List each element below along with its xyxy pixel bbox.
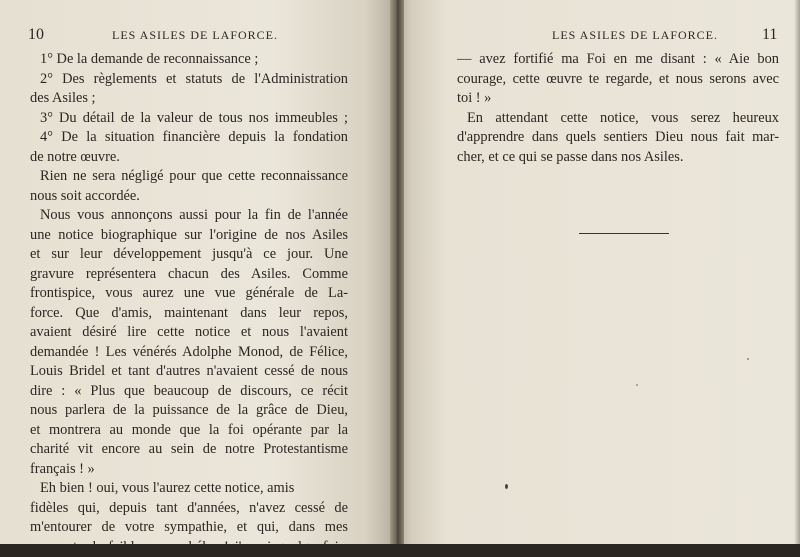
running-head: LES ASILES DE LAFORCE. [552, 28, 718, 44]
text-line: En attendant cette notice, vous serez heureux [457, 109, 779, 129]
text-line: avaient désiré lire cette notice et nous l'avaient [30, 323, 348, 343]
text-line: 4° De la situation financière depuis la fondation [30, 128, 348, 148]
page-body [457, 50, 779, 167]
text-line: Eh bien ! oui, vous l'aurez cette notice, amis [30, 479, 348, 499]
text-line: 2° Des règlements et statuts de l'Administration [30, 70, 348, 90]
left-page [0, 0, 393, 544]
text-line: cher, et ce qui se passe dans nos Asiles. [457, 148, 779, 168]
section-divider [579, 233, 669, 234]
text-line: et montrera au monde que la foi opérante par la [30, 421, 348, 441]
paper-speck [636, 384, 638, 386]
text-line: nous soit accordée. [30, 187, 348, 207]
text-line: nous parlera de la puissance de la grâce de Dieu, [30, 401, 348, 421]
text-line: frontispice, vous aurez une vue générale de La- [30, 284, 348, 304]
text-line: d'apprendre dans quels sentiers Dieu nous fait mar- [457, 128, 779, 148]
text-line: 1° De la demande de reconnaissance ; [30, 50, 348, 70]
text-line: 3° Du détail de la valeur de tous nos immeubles ; [30, 109, 348, 129]
text-line: toi ! » [457, 89, 779, 109]
text-line: Rien ne sera négligé pour que cette reconnaissance [30, 167, 348, 187]
text-line: demandée ! Les vénérés Adolphe Monod, de Félice, [30, 343, 348, 363]
page-body [30, 50, 348, 557]
text-line: — avez fortifié ma Foi en me disant : « Aie bon [457, 50, 779, 70]
text-line: une notice biographique sur l'origine de nos Asiles [30, 226, 348, 246]
right-page [400, 0, 800, 544]
text-line: français ! » [30, 460, 348, 480]
text-line: fidèles qui, depuis tant d'années, n'avez cessé de [30, 499, 348, 519]
text-line: Louis Bridel et tant d'autres n'avaient cessé de nous [30, 362, 348, 382]
text-line: et sur leur développement jusqu'à ce jour. Une [30, 245, 348, 265]
page-edge-shadow [794, 0, 800, 544]
paper-speck [505, 484, 508, 489]
text-line: gravure représentera chacun des Asiles. Comme [30, 265, 348, 285]
text-line: des Asiles ; [30, 89, 348, 109]
text-line: courage, cette œuvre te regarde, et nous serons avec [457, 70, 779, 90]
text-line: de notre œuvre. [30, 148, 348, 168]
text-line: charité vit encore au sein de notre Protestantisme [30, 440, 348, 460]
running-head: LES ASILES DE LAFORCE. [112, 28, 278, 44]
text-line: m'entourer de votre sympathie, et qui, dans mes [30, 518, 348, 538]
book-gutter [390, 0, 404, 544]
paper-speck [747, 358, 749, 360]
page-number: 10 [28, 26, 44, 44]
page-number: 11 [762, 26, 777, 44]
text-line: moments de faiblesse, — hélas ! j'en ai quelquefois, [30, 538, 348, 557]
text-line: force. Que d'amis, maintenant dans leur repos, [30, 304, 348, 324]
text-line: dire : « Plus que beaucoup de discours, ce récit [30, 382, 348, 402]
text-line: Nous vous annonçons aussi pour la fin de l'année [30, 206, 348, 226]
